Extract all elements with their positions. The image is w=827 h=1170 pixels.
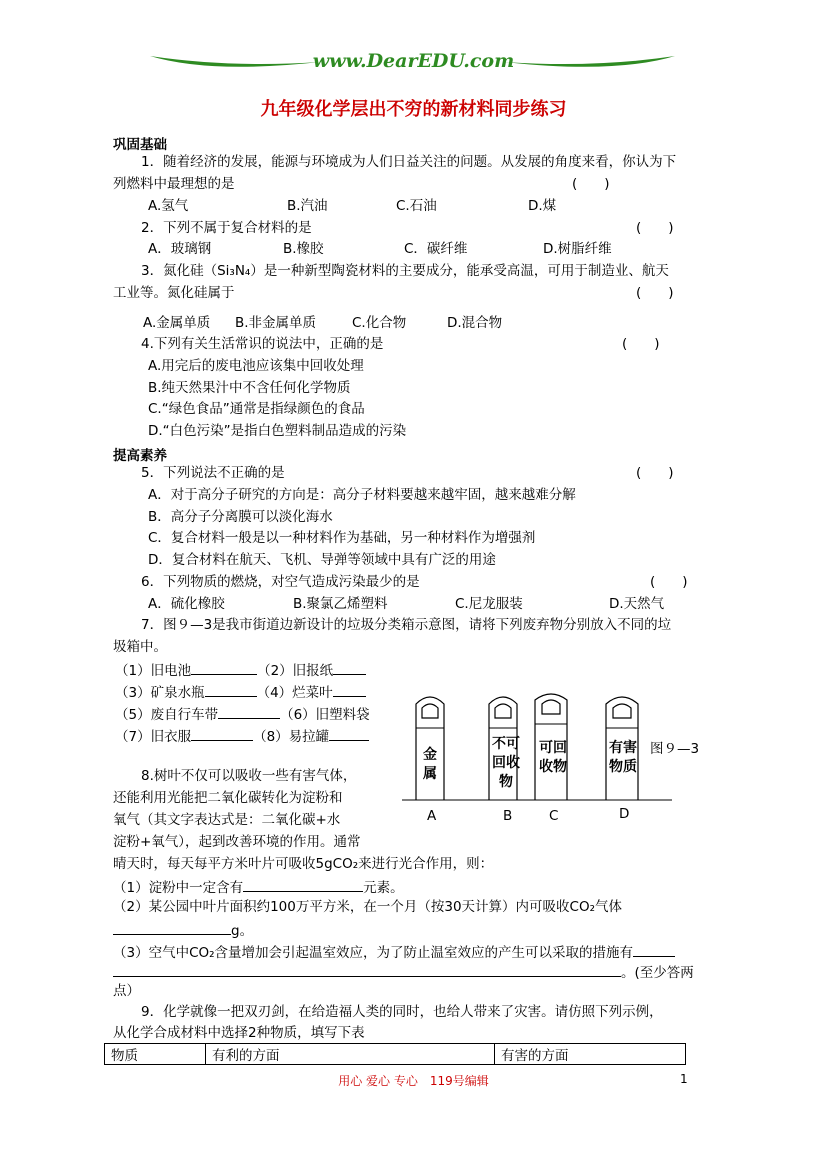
q8-text-line3: 氧气（其文字表达式是：二氧化碳+水 <box>113 812 341 828</box>
q1-stem-line1: 1．随着经济的发展，能源与环境成为人们日益关注的问题。从发展的角度来看，你认为下 <box>141 154 677 170</box>
header-url[interactable]: www.DearEDU.com <box>312 50 515 72</box>
table-header-cell: 物质 <box>105 1044 206 1065</box>
q8-sub3-answer: 。(至少答两 <box>113 963 694 981</box>
q4-option-c: C.“绿色食品”通常是指绿颜色的食品 <box>148 401 365 417</box>
table-header-cell: 有害的方面 <box>495 1044 686 1065</box>
section-heading-basics: 巩固基础 <box>113 137 167 153</box>
answer-blank[interactable] <box>113 921 231 935</box>
figure-caption: 图９—3 <box>650 741 700 757</box>
answer-blank[interactable] <box>113 963 621 977</box>
q4-stem: 4.下列有关生活常识的说法中，正确的是 <box>141 336 384 352</box>
q2-option-a: A．玻璃钢 <box>148 241 212 257</box>
bin-a-letter: A <box>427 808 437 824</box>
q5-option-a: A．对于高分子研究的方向是：高分子材料要越来越牢固，越来越难分解 <box>148 487 576 503</box>
q5-answer-paren[interactable]: ( ) <box>636 465 674 481</box>
q7-stem-line1: 7．图９—3是我市街道边新设计的垃圾分类箱示意图，请将下列废弃物分别放入不同的垃 <box>141 617 672 633</box>
q6-option-d: D.天然气 <box>609 596 665 612</box>
q2-option-d: D.树脂纤维 <box>543 241 612 257</box>
q4-answer-paren[interactable]: ( ) <box>622 336 660 352</box>
bin-b-slot <box>495 704 511 718</box>
q1-answer-paren[interactable]: ( ) <box>572 176 610 192</box>
q7-item: （3）矿泉水瓶 （4）烂菜叶 <box>115 683 366 701</box>
q7-stem-line2: 圾箱中。 <box>113 639 167 655</box>
q9-table <box>104 1043 686 1065</box>
q9-stem-line1: 9．化学就像一把双刃剑，在给造福人类的同时，也给人带来了灾害。请仿照下列示例， <box>141 1004 663 1020</box>
q6-answer-paren[interactable]: ( ) <box>650 574 688 590</box>
q2-option-b: B.橡胶 <box>283 241 324 257</box>
q6-option-c: C.尼龙服装 <box>455 596 523 612</box>
q6-option-a: A．硫化橡胶 <box>148 596 225 612</box>
page-number: 1 <box>680 1072 688 1086</box>
q1-stem-line2: 列燃料中最理想的是 <box>113 176 235 192</box>
q1-option-a: A.氢气 <box>148 198 189 214</box>
section-heading-improve: 提高素养 <box>113 448 167 464</box>
answer-blank[interactable] <box>333 661 366 675</box>
q8-text-line5: 晴天时，每天每平方米叶片可吸收5gCO₂来进行光合作用，则： <box>113 856 494 872</box>
answer-blank[interactable] <box>191 661 257 675</box>
q3-stem-line2: 工业等。氮化硅属于 <box>113 285 235 301</box>
q1-option-c: C.石油 <box>396 198 437 214</box>
table-header-cell: 有利的方面 <box>206 1044 495 1065</box>
bin-b-letter: B <box>503 808 513 824</box>
answer-blank[interactable] <box>333 683 366 697</box>
q8-sub2: （2）某公园中叶片面积约100万平方米，在一个月（按30天计算）内可吸收CO₂气体 <box>113 899 622 915</box>
q8-sub2-answer: g。 <box>113 921 253 939</box>
table-header-row <box>105 1044 686 1065</box>
q3-answer-paren[interactable]: ( ) <box>636 285 674 301</box>
q3-option-a: A.金属单质 <box>143 315 211 331</box>
q6-option-b: B.聚氯乙烯塑料 <box>293 596 388 612</box>
q3-stem-line1: 3．氮化硅（Si₃N₄）是一种新型陶瓷材料的主要成分，能承受高温，可用于制造业、航天 <box>141 263 669 279</box>
q1-option-b: B.汽油 <box>287 198 328 214</box>
answer-blank[interactable] <box>633 943 675 957</box>
q8-text-line1: 8.树叶不仅可以吸收一些有害气体， <box>141 768 357 784</box>
q5-option-b: B．高分子分离膜可以淡化海水 <box>148 509 333 525</box>
bin-c-label: 可回收物 <box>539 740 567 775</box>
q9-stem-line2: 从化学合成材料中选择2种物质，填写下表 <box>113 1025 365 1041</box>
q8-sub1: （1）淀粉中一定含有 元素。 <box>113 880 404 896</box>
bin-d-label: 有害物质 <box>609 740 637 775</box>
q5-option-c: C．复合材料一般是以一种材料作为基础，另一种材料作为增强剂 <box>148 530 536 546</box>
q1-option-d: D.煤 <box>528 198 557 214</box>
q2-answer-paren[interactable]: ( ) <box>636 220 674 236</box>
q7-item: （7）旧衣服 （8）易拉罐 <box>115 727 369 745</box>
answer-blank[interactable] <box>218 705 280 719</box>
answer-blank[interactable] <box>329 727 369 741</box>
bin-c-letter: C <box>549 808 559 824</box>
footer-text: 用心 爱心 专心 119号编辑 <box>338 1074 489 1088</box>
q6-stem: 6．下列物质的燃烧，对空气造成污染最少的是 <box>141 574 420 590</box>
bin-a-label: 金属 <box>423 747 437 782</box>
answer-blank[interactable] <box>243 878 363 892</box>
bin-c-slot <box>542 700 560 714</box>
q5-option-d: D．复合材料在航天、飞机、导弹等领域中具有广泛的用途 <box>148 552 496 568</box>
q5-stem: 5．下列说法不正确的是 <box>141 465 285 481</box>
q8-sub3-end: 点） <box>113 983 140 999</box>
bin-b-label: 不可回收物 <box>492 736 520 790</box>
bin-d-slot <box>613 704 631 718</box>
q4-option-a: A.用完后的废电池应该集中回收处理 <box>148 358 364 374</box>
answer-blank[interactable] <box>191 727 253 741</box>
page-title: 九年级化学层出不穷的新材料同步练习 <box>260 99 567 120</box>
q4-option-b: B.纯天然果汁中不含任何化学物质 <box>148 380 351 396</box>
q8-text-line2: 还能利用光能把二氧化碳转化为淀粉和 <box>113 790 343 806</box>
q3-option-b: B.非金属单质 <box>235 315 317 331</box>
q4-option-d: D.“白色污染”是指白色塑料制品造成的污染 <box>148 423 407 439</box>
q8-text-line4: 淀粉+氧气），起到改善环境的作用。通常 <box>113 834 361 850</box>
q2-option-c: C．碳纤维 <box>404 241 468 257</box>
bin-a-slot <box>422 704 438 718</box>
q8-sub3: （3）空气中CO₂含量增加会引起温室效应，为了防止温室效应的产生可以采取的措施有 <box>113 943 675 961</box>
q3-option-c: C.化合物 <box>352 315 407 331</box>
q2-stem: 2．下列不属于复合材料的是 <box>141 220 312 236</box>
bin-d-letter: D <box>619 806 630 822</box>
answer-blank[interactable] <box>205 683 257 697</box>
q7-item: （1）旧电池 （2）旧报纸 <box>115 661 366 679</box>
q3-option-d: D.混合物 <box>447 315 503 331</box>
q7-item: （5）废自行车带 （6）旧塑料袋 <box>115 707 370 723</box>
